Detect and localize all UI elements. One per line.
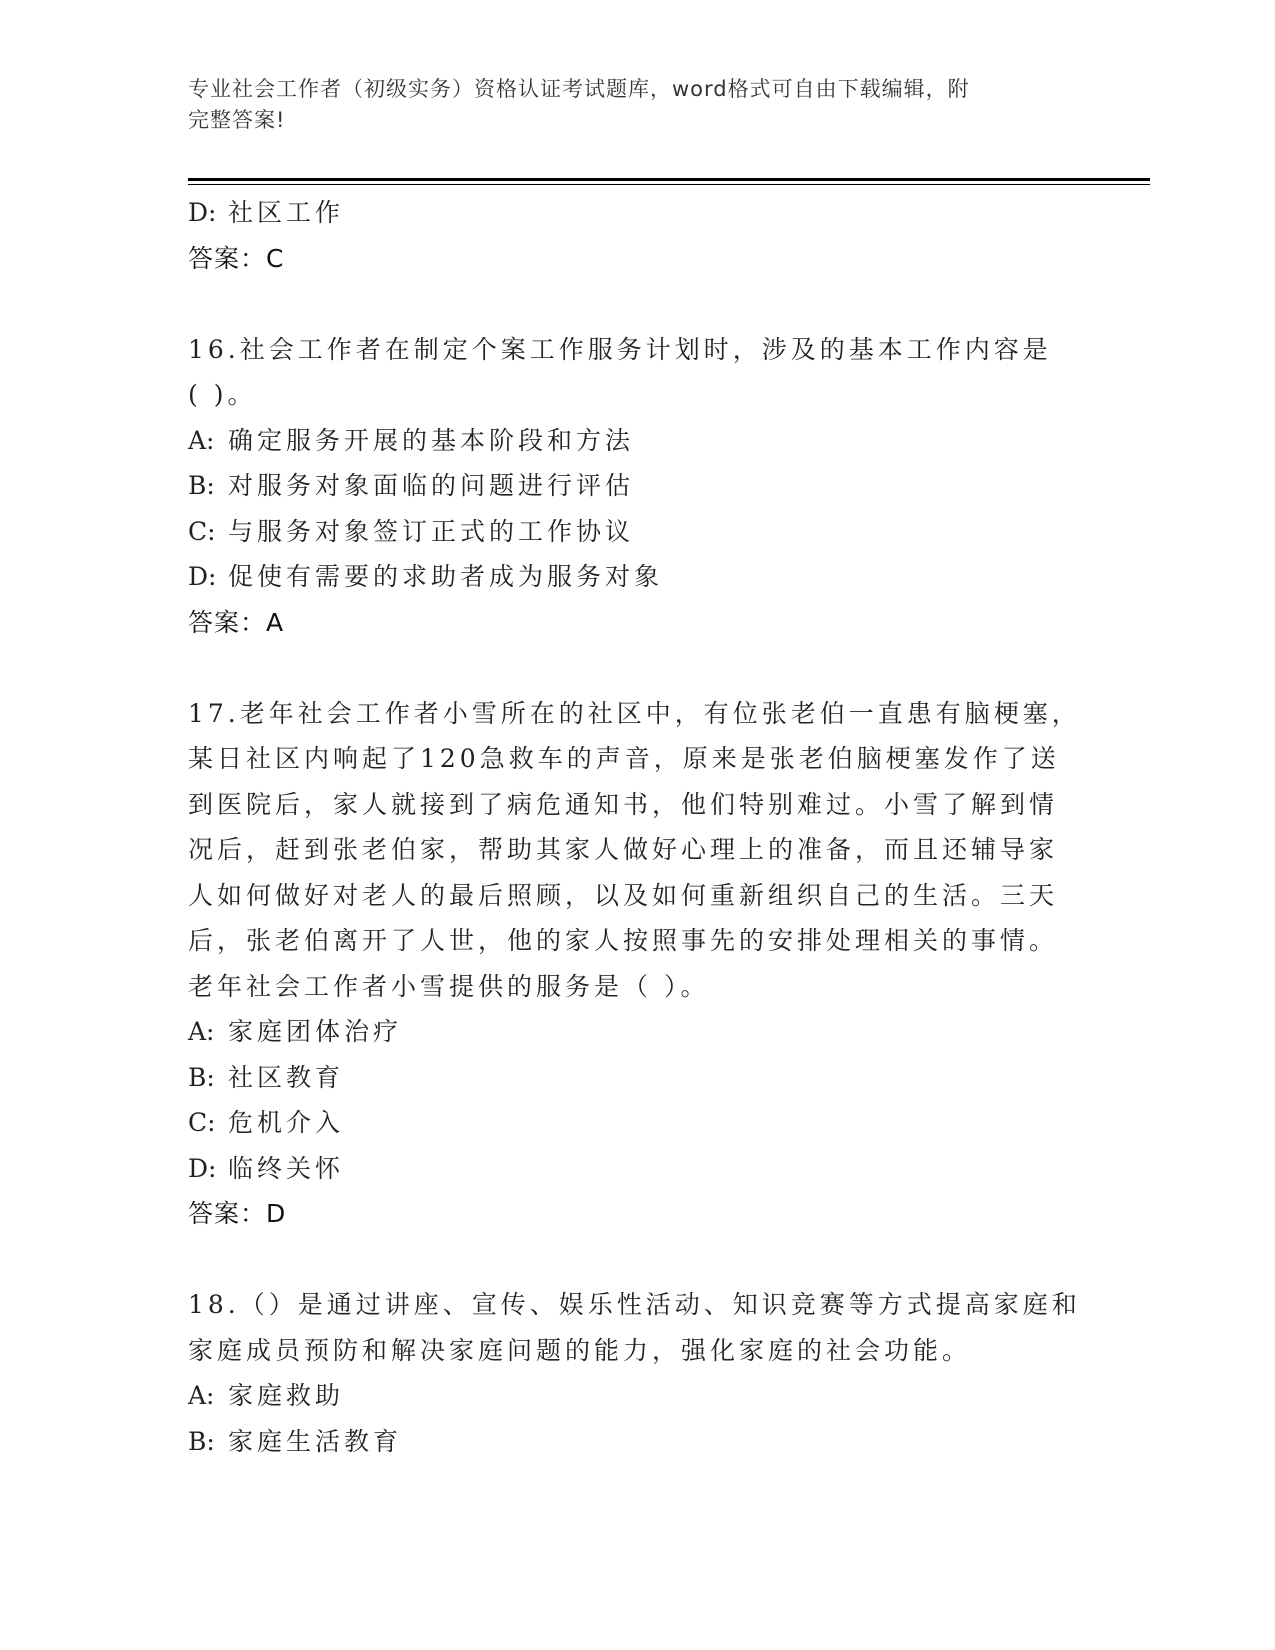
option-text: 家庭生活教育 (228, 1426, 403, 1456)
option-b (188, 463, 1068, 509)
spacer (188, 281, 1068, 327)
question-text: 况后，赶到张老伯家，帮助其家人做好心理上的准备，而且还辅导家 (188, 835, 1059, 864)
option-c (188, 509, 1068, 555)
option-text: 对服务对象面临的问题进行评估 (228, 471, 635, 500)
question-text: 16.社会工作者在制定个案工作服务计划时，涉及的基本工作内容是 (188, 334, 1052, 364)
option-b (188, 1055, 1068, 1101)
option-label: D: (188, 1153, 217, 1183)
option-a (188, 1009, 1068, 1055)
question-text: ( )。 (188, 380, 257, 409)
option-label: B: (188, 471, 215, 500)
option-text: 确定服务开展的基本阶段和方法 (228, 425, 635, 455)
spacer (188, 645, 1068, 691)
option-text: 社区教育 (228, 1062, 345, 1092)
spacer (188, 1237, 1068, 1283)
question-text: 老年社会工作者小雪提供的服务是（ ）。 (188, 971, 710, 1001)
option-text: 与服务对象签订正式的工作协议 (228, 516, 635, 546)
option-text: 临终关怀 (228, 1153, 345, 1183)
question-text: 人如何做好对老人的最后照顾，以及如何重新组织自己的生活。三天 (188, 880, 1059, 910)
header-line-1: 专业社会工作者（初级实务）资格认证考试题库，word格式可自由下载编辑，附 (188, 77, 970, 101)
answer: 答案：D (188, 1199, 287, 1228)
option-text: 社区工作 (228, 198, 345, 227)
document-header (188, 74, 1068, 136)
option-c (188, 1100, 1068, 1146)
answer: 答案：A (188, 607, 285, 637)
option-a (188, 1373, 1068, 1419)
question-text: 后，张老伯离开了人世，他的家人按照事先的安排处理相关的事情。 (188, 926, 1059, 955)
option-d (188, 1146, 1068, 1192)
question-text: 某日社区内响起了120急救车的声音，原来是张老伯脑梗塞发作了送 (188, 744, 1060, 773)
question-list (188, 190, 1081, 1464)
question-text: 家庭成员预防和解决家庭问题的能力，强化家庭的社会功能。 (188, 1335, 972, 1365)
question-17 (188, 691, 1081, 1237)
question-16 (188, 327, 1068, 646)
option-d (188, 554, 1068, 600)
option-label: B: (188, 1426, 215, 1456)
option-label: A: (188, 1381, 215, 1410)
option-label: D: (188, 198, 217, 227)
header-line-2: 完整答案! (188, 108, 286, 132)
header-rule-thick (188, 178, 1150, 181)
option-a (188, 418, 1068, 464)
option-text: 家庭救助 (228, 1381, 345, 1410)
option-d (188, 190, 1068, 236)
answer: 答案：C (188, 243, 285, 273)
question-text: 18.（）是通过讲座、宣传、娱乐性活动、知识竞赛等方式提高家庭和 (188, 1290, 1081, 1319)
question-text: 到医院后，家人就接到了病危通知书，他们特别难过。小雪了解到情 (188, 789, 1059, 819)
option-text: 危机介入 (228, 1108, 345, 1137)
question-18 (188, 1282, 1081, 1464)
option-label: A: (188, 425, 215, 455)
option-label: B: (188, 1062, 215, 1092)
option-text: 家庭团体治疗 (228, 1017, 403, 1046)
option-label: D: (188, 562, 217, 591)
option-b (188, 1419, 1068, 1465)
header-rule-thin (188, 184, 1150, 185)
option-label: A: (188, 1017, 215, 1046)
question-text: 17.老年社会工作者小雪所在的社区中，有位张老伯一直患有脑梗塞， (188, 698, 1081, 728)
option-label: C: (188, 1108, 216, 1137)
option-label: C: (188, 516, 216, 546)
option-text: 促使有需要的求助者成为服务对象 (228, 562, 664, 591)
